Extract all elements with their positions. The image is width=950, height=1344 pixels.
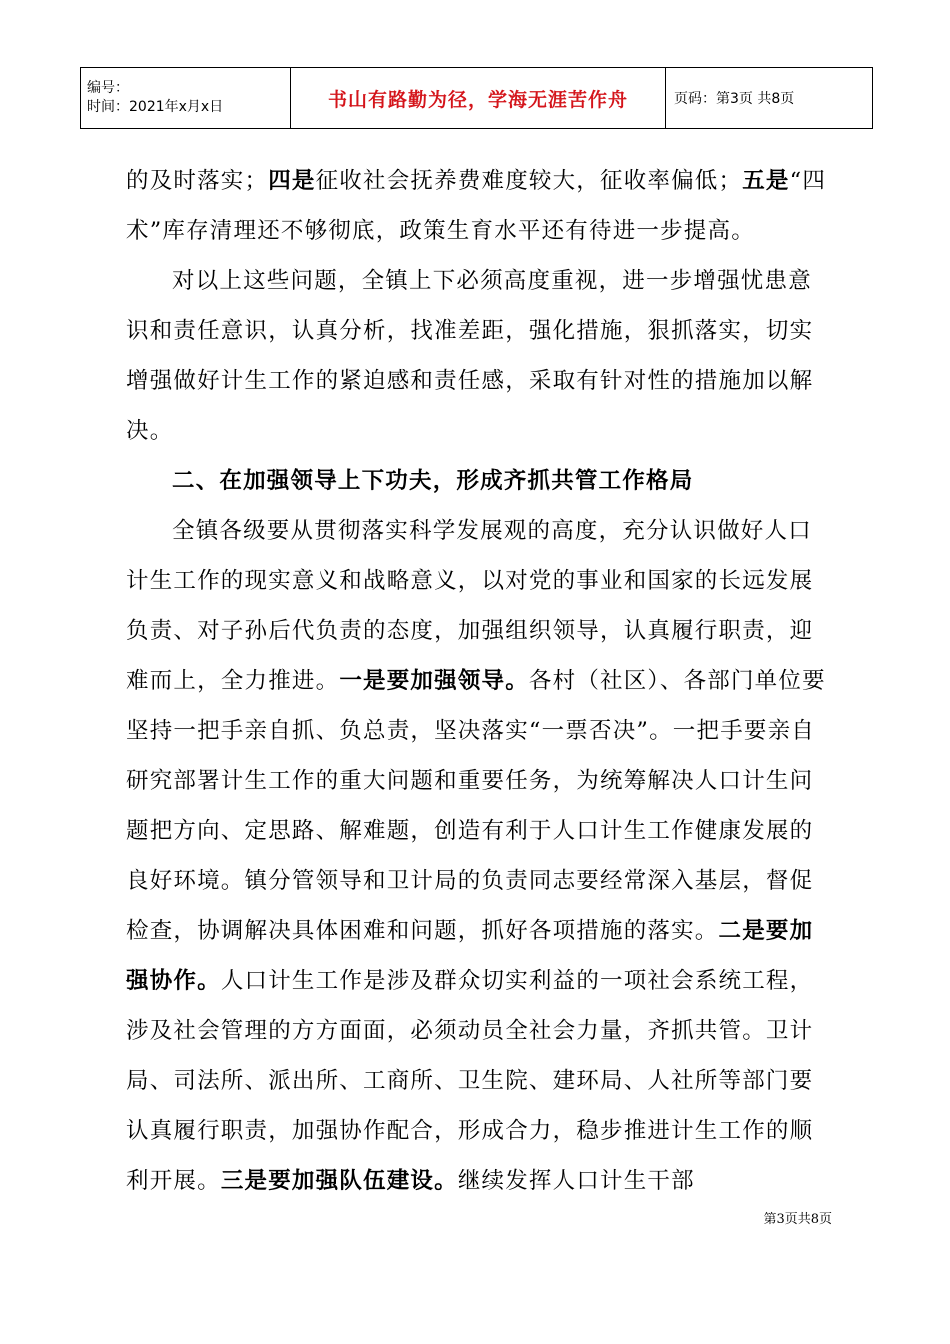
text-span: 征收社会抚养费难度较大，征收率偏低；	[315, 168, 743, 194]
header-page-code: 页码：第3页 共8页	[666, 68, 873, 129]
header-meta	[81, 68, 291, 129]
time-label: 时间：2021年x月x日	[87, 99, 224, 115]
text-span: 的及时落实；	[126, 168, 269, 194]
page-footer: 第3页共8页	[763, 1212, 832, 1227]
bold-span: 一是要加强领导。	[339, 668, 529, 694]
number-label: 编号：	[87, 80, 129, 96]
text-span: “四术”库存清理还不够彻底，政策生育水平还有待进一步提高。	[126, 168, 827, 244]
bold-span: 五是	[742, 168, 790, 194]
text-span: 继续发挥人口计生干部	[457, 1168, 695, 1194]
bold-span: 二是要加强协作。	[126, 918, 814, 994]
paragraph-1	[126, 156, 832, 256]
document-body	[126, 156, 832, 1206]
paragraph-3	[126, 506, 832, 1206]
paragraph-2: 对以上这些问题，全镇上下必须高度重视，进一步增强忧患意识和责任意识，认真分析，找准差距，强化措施，狠抓落实，切实增强做好计生工作的紧迫感和责任感，采取有针对性的措施加以解决。	[126, 268, 814, 444]
header-motto: 书山有路勤为径，学海无涯苦作舟	[291, 68, 666, 129]
text-span: 全镇各级要从贯彻落实科学发展观的高度，充分认识做好人口计生工作的现实意义和战略意义，以对党的事业和国家的长远发展负责、对子孙后代负责的态度，加强组织领导，认真履行职责，迎难而上，全力推进。	[126, 518, 814, 694]
bold-span: 四是	[268, 168, 316, 194]
text-span: 各村（社区）、各部门单位要坚持一把手亲自抓、负总责，坚决落实“一票否决”。一把手要亲自研究部署计生工作的重大问题和重要任务，为统筹解决人口计生问题把方向、定思路、解难题，创造有利于人口计生工作健康发展的良好环境。镇分管领导和卫计局的负责同志要经常深入基层，督促检查，协调解决具体困难和问题，抓好各项措施的落实。	[126, 668, 826, 944]
bold-span: 三是要加强队伍建设。	[220, 1168, 458, 1194]
text-span: 人口计生工作是涉及群众切实利益的一项社会系统工程，涉及社会管理的方方面面，必须动员全社会力量，齐抓共管。卫计局、司法所、派出所、工商所、卫生院、建环局、人社所等部门要认真履行职责，加强协作配合，形成合力，稳步推进计生工作的顺利开展。	[126, 968, 814, 1194]
document-header	[80, 67, 873, 129]
section-heading: 二、在加强领导上下功夫，形成齐抓共管工作格局	[172, 468, 694, 494]
